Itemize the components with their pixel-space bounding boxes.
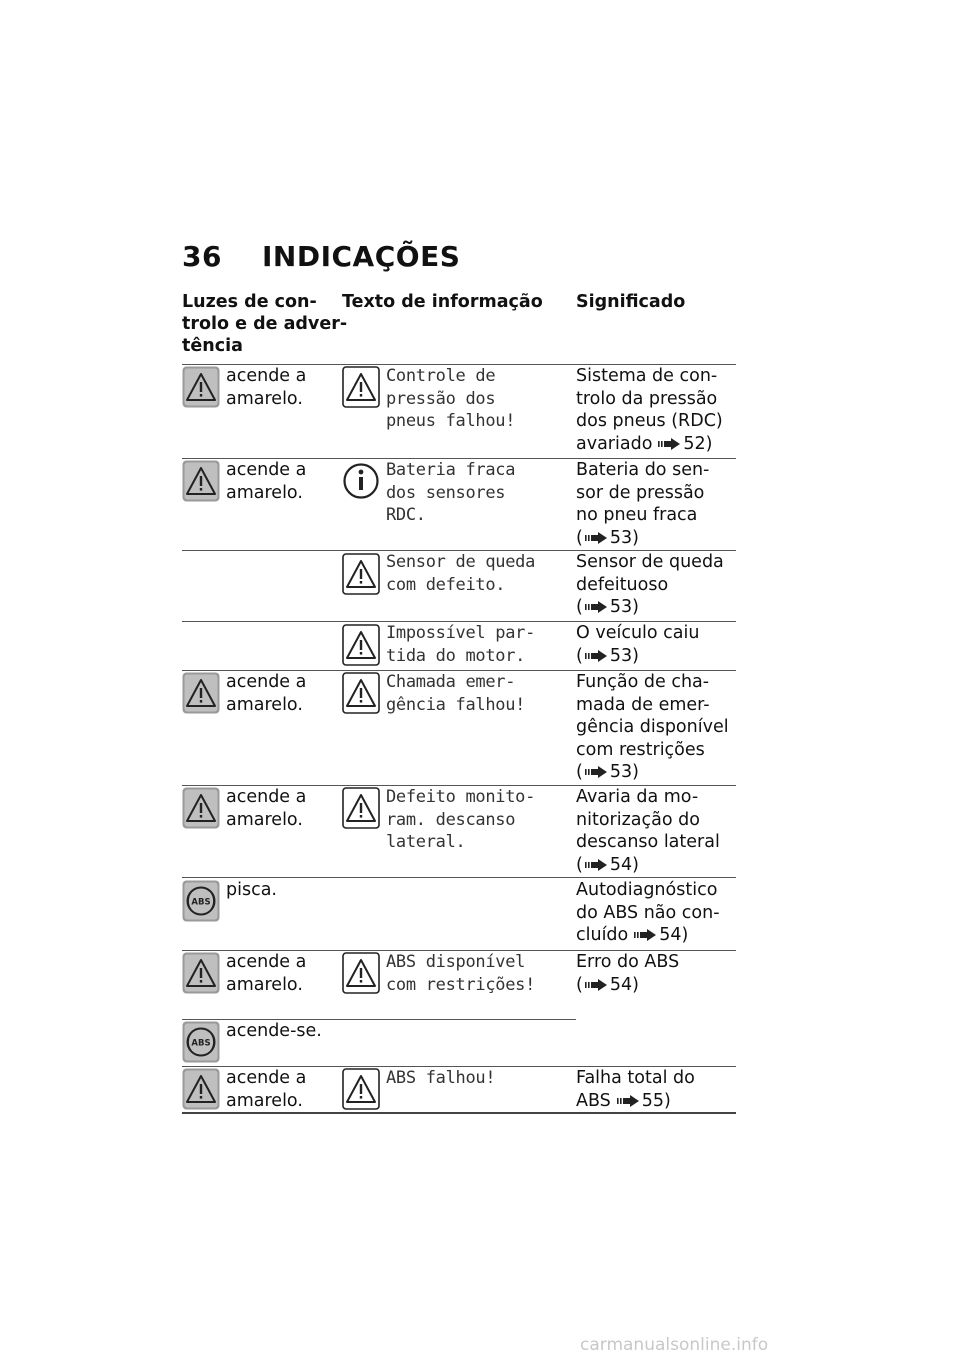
light-state-line: acende a: [226, 460, 307, 480]
info-icon: [342, 460, 380, 502]
header-meaning: Significado: [576, 292, 686, 312]
page-reference[interactable]: [576, 645, 699, 668]
light-state: [226, 671, 306, 716]
info-message: [386, 1067, 495, 1090]
meaning-line: O veículo caiu: [576, 623, 700, 643]
page-reference[interactable]: [576, 1090, 695, 1113]
page-number-ref: 53): [609, 645, 639, 666]
meaning-line: (: [576, 762, 583, 782]
meaning-line: cluído: [576, 925, 629, 945]
warning-triangle-icon: [342, 952, 380, 994]
page-number-ref: 53): [609, 527, 639, 548]
header-message: Texto de informação: [342, 292, 543, 312]
page-reference[interactable]: [576, 974, 679, 997]
row-divider: [182, 877, 736, 878]
light-state-line: amarelo.: [226, 694, 303, 715]
page-reference[interactable]: [576, 596, 724, 619]
light-state-line: acende a: [226, 672, 307, 692]
meaning-line: Avaria da mo-: [576, 787, 699, 807]
page-number-ref: 54): [609, 974, 639, 995]
light-state-line: acende a: [226, 1068, 307, 1088]
header-lights: [182, 291, 347, 357]
meaning-text: [576, 671, 729, 784]
light-state: [226, 879, 277, 902]
info-message-line: RDC.: [386, 505, 426, 525]
chapter-title: INDICAÇÕES: [262, 240, 461, 273]
info-message-line: com defeito.: [386, 574, 506, 595]
header-lights-line: trolo e de adver-: [182, 314, 348, 334]
page-reference-arrow-icon: [585, 859, 607, 871]
meaning-line: ABS: [576, 1090, 611, 1111]
page-reference-arrow-icon: [634, 929, 656, 941]
light-state: [226, 786, 306, 831]
info-message-line: ram. descanso: [386, 809, 516, 830]
light-state-line: acende a: [226, 366, 307, 386]
meaning-line: Erro do ABS: [576, 952, 680, 972]
info-message: [386, 459, 515, 527]
info-message-line: Bateria fraca: [386, 460, 516, 480]
info-message-line: Impossível par-: [386, 623, 536, 643]
warning-triangle-icon: [342, 672, 380, 714]
info-message: [386, 551, 535, 596]
meaning-line: sor de pressão: [576, 482, 705, 503]
light-state: [226, 1020, 322, 1043]
warning-triangle-icon: [342, 366, 380, 408]
watermark: carmanualsonline.info: [580, 1335, 769, 1355]
meaning-text: [576, 879, 720, 947]
meaning-line: descanso lateral: [576, 832, 720, 852]
warning-triangle-icon: [342, 553, 380, 595]
page-reference[interactable]: [576, 761, 729, 784]
meaning-line: (: [576, 645, 583, 666]
page-reference-arrow-icon: [585, 650, 607, 662]
info-message-line: com restrições!: [386, 974, 536, 995]
meaning-text: [576, 459, 709, 549]
meaning-line: nitorização do: [576, 809, 700, 830]
meaning-line: (: [576, 527, 583, 548]
meaning-line: do ABS não con-: [576, 902, 720, 923]
info-message-line: ABS disponível: [386, 952, 526, 972]
meaning-line: Função de cha-: [576, 672, 710, 692]
light-state: [226, 365, 306, 410]
meaning-line: Sistema de con-: [576, 366, 718, 386]
meaning-text: [576, 786, 720, 876]
info-message: [386, 671, 525, 716]
page-number-ref: 52): [683, 433, 713, 454]
light-state-line: amarelo.: [226, 388, 303, 409]
info-message-line: ABS falhou!: [386, 1068, 496, 1088]
info-message: [386, 365, 515, 433]
meaning-line: gência disponível: [576, 717, 729, 737]
meaning-text: [576, 622, 699, 667]
page-reference-arrow-icon: [585, 979, 607, 991]
page-reference-arrow-icon: [585, 766, 607, 778]
meaning-line: mada de emer-: [576, 694, 710, 715]
abs-icon: [182, 1021, 220, 1063]
info-message-line: pressão dos: [386, 388, 496, 409]
meaning-line: Falha total do: [576, 1068, 695, 1088]
light-state-line: acende-se.: [226, 1021, 322, 1041]
info-message-line: gência falhou!: [386, 694, 526, 715]
page-number-ref: 55): [641, 1090, 671, 1111]
meaning-text: [576, 951, 679, 996]
page-reference-arrow-icon: [585, 601, 607, 613]
page-reference-arrow-icon: [658, 438, 680, 450]
header-lights-line: Luzes de con-: [182, 292, 317, 312]
page-number-ref: 53): [609, 597, 639, 617]
info-message: [386, 786, 535, 854]
light-state-line: amarelo.: [226, 809, 303, 830]
light-state-line: amarelo.: [226, 1090, 303, 1111]
page-title: [182, 240, 460, 273]
info-message-line: Chamada emer-: [386, 672, 516, 692]
info-message-line: dos sensores: [386, 482, 506, 503]
meaning-line: avariado: [576, 433, 653, 454]
meaning-text: [576, 365, 723, 455]
meaning-line: trolo da pressão: [576, 388, 718, 409]
meaning-text: [576, 1067, 695, 1112]
info-message-line: Defeito monito-: [386, 787, 536, 807]
light-state: [226, 1067, 306, 1112]
warning-triangle-icon: [182, 460, 220, 502]
warning-triangle-icon: [182, 952, 220, 994]
meaning-line: no pneu fraca: [576, 505, 698, 525]
warning-triangle-icon: [342, 1068, 380, 1110]
page-reference-arrow-icon: [585, 532, 607, 544]
light-state: [226, 951, 306, 996]
meaning-line: (: [576, 974, 583, 995]
light-state-line: pisca.: [226, 880, 277, 900]
info-message-line: Sensor de queda: [386, 552, 536, 572]
table-bottom-rule: [182, 1112, 736, 1114]
meaning-text: [576, 551, 724, 619]
meaning-line: dos pneus (RDC): [576, 411, 723, 431]
info-message-line: Controle de: [386, 366, 496, 386]
light-state-line: amarelo.: [226, 974, 303, 995]
warning-triangle-icon: [182, 366, 220, 408]
page-number: 36: [182, 240, 222, 273]
meaning-line: Autodiagnóstico: [576, 880, 718, 900]
light-state-line: amarelo.: [226, 482, 303, 503]
abs-icon: [182, 880, 220, 922]
warning-triangle-icon: [342, 624, 380, 666]
light-state-line: acende a: [226, 952, 307, 972]
meaning-line: (: [576, 597, 583, 617]
warning-triangle-icon: [182, 787, 220, 829]
info-message-line: pneus falhou!: [386, 411, 516, 431]
page-reference[interactable]: [576, 854, 720, 877]
page-number-ref: 54): [609, 854, 639, 875]
light-state: [226, 459, 306, 504]
page-number-ref: 54): [659, 925, 689, 945]
meaning-line: Bateria do sen-: [576, 460, 710, 480]
warning-triangle-icon: [342, 787, 380, 829]
header-lights-line: tência: [182, 336, 243, 356]
info-message-line: tida do motor.: [386, 645, 526, 666]
meaning-line: Sensor de queda: [576, 552, 724, 572]
page-reference[interactable]: [576, 527, 709, 550]
page-reference[interactable]: [576, 433, 723, 456]
info-message-line: lateral.: [386, 832, 466, 852]
meaning-line: defeituoso: [576, 574, 669, 595]
page-reference-arrow-icon: [617, 1095, 639, 1107]
meaning-line: com restrições: [576, 739, 705, 760]
page-number-ref: 53): [609, 762, 639, 782]
svg-text:ABS: ABS: [191, 897, 211, 908]
svg-text:ABS: ABS: [191, 1038, 211, 1049]
light-state-line: acende a: [226, 787, 307, 807]
warning-triangle-icon: [182, 1068, 220, 1110]
info-message: [386, 622, 535, 667]
warning-triangle-icon: [182, 672, 220, 714]
page-reference[interactable]: [576, 924, 720, 947]
meaning-line: (: [576, 854, 583, 875]
info-message: [386, 951, 535, 996]
